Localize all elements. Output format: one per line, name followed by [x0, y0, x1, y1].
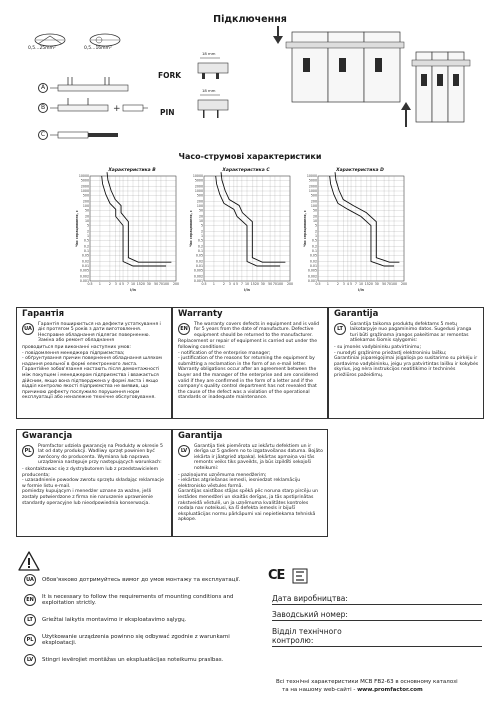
- x-tick-label: 20: [368, 282, 373, 286]
- x-tick-label: 70: [386, 282, 391, 286]
- footer-line1: Всі технічні характеристики MCB FB2-63 в основному каталозі: [276, 679, 458, 685]
- y-tick-label: 500: [310, 193, 317, 198]
- y-tick-label: 10: [84, 219, 89, 223]
- x-tick-label: 15: [136, 282, 141, 286]
- x-axis-label: I/In: [358, 288, 364, 292]
- x-tick-label: 70: [272, 282, 277, 286]
- y-tick-label: 10: [198, 219, 203, 223]
- warning-ua-text: Обов'язково дотримуйтесь вимог до умов монтажу та експлуатації.: [42, 577, 241, 583]
- y-tick-label: 100: [310, 204, 317, 208]
- y-tick-label: 0.1: [83, 249, 89, 253]
- x-tick-label: 1: [212, 282, 215, 286]
- y-tick-label: 0.001: [307, 279, 317, 283]
- footer-site-link[interactable]: www.promfactor.com: [357, 687, 423, 693]
- wire-icon-2: [85, 30, 125, 58]
- y-tick-label: 5000: [80, 178, 89, 183]
- x-tick-label: 1: [326, 282, 329, 286]
- x-tick-label: 20: [140, 282, 145, 286]
- x-tick-label: 50: [154, 282, 159, 286]
- y-tick-label: 100: [82, 204, 89, 208]
- warning-lt-text: Griežtai laikytis montavimo ir eksploatavimo sąlygų.: [42, 617, 187, 623]
- y-tick-label: 20: [198, 214, 203, 219]
- y-tick-label: 2: [314, 229, 317, 234]
- y-tick-label: 0.01: [81, 264, 89, 268]
- warranty-pl-title: Gwarancja: [22, 431, 73, 441]
- x-tick-label: 15: [250, 282, 255, 286]
- x-tick-label: 4: [346, 282, 349, 286]
- x-tick-label: 70: [158, 282, 163, 286]
- x-tick-label: 4: [232, 282, 235, 286]
- warranty-lt-body: - su įmonės vadybininku patvirtinimu; - nurodyti grąžinimo priežastį elektroniniu laišku; Garantiniai įsipareigojimai įsigalioja po susitarimo su pirkėju ir pardavimo vadybininku, jeigu yra patvirtintas laišku ir kokybės skyrius, jog nėra instrukcijos neatitikimo ir techninės priežiūros pažeidimų.: [334, 344, 479, 378]
- y-tick-label: 5000: [194, 178, 203, 183]
- eac-mark-icon: [292, 568, 308, 584]
- pin-dim: 18 mm: [202, 88, 216, 93]
- y-tick-label: 10000: [192, 174, 203, 178]
- y-tick-label: 0.001: [193, 279, 203, 283]
- warranty-ua-lead: Гарантія поширюється на дефекти устаткування і діє протягом 5 років з дати виготовлення. Несправне обладнання підлягає поверненню. Заміна або ремонт обладнання: [38, 321, 161, 344]
- warning-lv-text: Stingri ievērojiet montāžas un ekspluatācijas noteikumu prasības.: [42, 657, 224, 663]
- y-tick-label: 0.05: [195, 253, 203, 258]
- serial-number-line: [272, 620, 482, 621]
- y-tick-label: 1000: [194, 189, 203, 193]
- y-axis-label: Час спрацювання, с: [189, 210, 193, 247]
- x-tick-label: 10: [244, 282, 250, 286]
- y-tick-label: 50: [312, 208, 317, 213]
- y-tick-label: 10000: [78, 174, 89, 178]
- warranty-lv: [172, 429, 328, 537]
- y-tick-label: 200: [196, 199, 203, 204]
- y-tick-label: 0.2: [83, 244, 89, 249]
- warranty-lv-body: - paziņojums uzņēmuma menedžerim; - iekārtas atgriešanas iemesli, iesniedzot reklamāciju elektronisko vēstules formā. Garantijas saistības stājas spēkā pēc noruna starp pircēju un iestādes menedžeri un skaitās derīgas, ja tās apstiprinātas rakstveidā vēstulē, un ja uzņēmuma kvalitātes kontroles nodaļa nav noteikusi, ka šī defekta iemesls ir bijušī ekspluatācijas normu pārkāpumi vai nepietiekama tehniskā apkope.: [178, 472, 319, 523]
- warranty-en: [172, 307, 328, 419]
- ua-badge: UA: [22, 323, 34, 335]
- warranty-pl: [16, 429, 172, 537]
- footer-line2: [282, 687, 423, 693]
- x-tick-label: 100: [277, 282, 284, 286]
- y-tick-label: 10: [312, 219, 317, 223]
- warning-en-badge: EN: [24, 594, 36, 606]
- connection-title: Підключення: [213, 14, 287, 25]
- x-tick-label: 100: [391, 282, 398, 286]
- x-axis-label: I/In: [244, 288, 250, 292]
- wire-icon-1: [30, 30, 70, 58]
- qc-label: Відділ технічного контролю:: [272, 627, 342, 645]
- y-tick-label: 0.01: [309, 264, 317, 268]
- warranty-lt: [328, 307, 484, 419]
- y-tick-label: 1: [200, 234, 203, 238]
- lt-badge: LT: [334, 323, 346, 335]
- y-tick-label: 0.05: [309, 253, 317, 258]
- x-tick-label: 0.5: [201, 282, 207, 286]
- warranty-lv-title: Garantija: [178, 431, 223, 441]
- y-tick-label: 20: [84, 214, 89, 219]
- x-tick-label: 5: [350, 282, 353, 286]
- y-tick-label: 1000: [80, 189, 89, 193]
- breaker-illustration: [266, 22, 476, 137]
- x-tick-label: 0.5: [315, 282, 321, 286]
- y-tick-label: 0.002: [79, 274, 89, 279]
- x-tick-label: 1: [98, 282, 101, 286]
- y-tick-label: 5: [314, 223, 317, 228]
- y-tick-label: 2: [200, 229, 203, 234]
- y-axis-label: Час спрацювання, с: [75, 210, 79, 247]
- y-tick-label: 0.2: [311, 244, 317, 249]
- x-tick-label: 30: [374, 282, 379, 286]
- y-tick-label: 50: [198, 208, 203, 213]
- warranty-en-title: Warranty: [178, 309, 223, 319]
- chart-d-title: Характеристика D: [336, 168, 384, 173]
- warnings-list: [24, 574, 264, 674]
- y-tick-label: 5000: [308, 178, 317, 183]
- trip-curve-upper-line: [335, 172, 399, 262]
- footer-text: та на нашому web-сайті -: [282, 687, 358, 693]
- row-a-label: A: [38, 83, 48, 93]
- pl-badge: PL: [22, 445, 34, 457]
- y-tick-label: 100: [196, 204, 203, 208]
- warning-pl-badge: PL: [24, 634, 36, 646]
- x-tick-label: 7: [126, 282, 129, 286]
- y-tick-label: 0.02: [195, 259, 203, 264]
- x-tick-label: 7: [240, 282, 243, 286]
- y-tick-label: 0.002: [307, 274, 317, 279]
- chart-d: [302, 172, 412, 297]
- x-tick-label: 10: [130, 282, 136, 286]
- lv-badge: LV: [178, 445, 190, 457]
- warning-lv: [24, 654, 264, 666]
- warning-pl: [24, 634, 264, 646]
- fork-dim: 18 mm: [202, 51, 216, 56]
- warning-en-text: It is necessary to follow the requirements of mounting conditions and exploitation strictly.: [42, 594, 234, 606]
- curves-title: Часо-струмові характеристики: [178, 152, 322, 161]
- row-b-label: B: [38, 103, 48, 113]
- x-tick-label: 3: [342, 282, 345, 286]
- warning-lt-badge: LT: [24, 614, 36, 626]
- y-tick-label: 10000: [306, 174, 317, 178]
- x-tick-label: 20: [254, 282, 259, 286]
- y-tick-label: 2000: [80, 184, 89, 189]
- warranty-lt-lead: Garantija taikoma produktų defektams 5 metų laikotarpyje nuo pagaminimo datos. Sugedusi įranga turi būti grąžinama įrangos pakeitimas ar remontas atliekamas šiomis sąlygomis:: [350, 321, 472, 344]
- y-tick-label: 5: [200, 223, 203, 228]
- x-tick-label: 30: [146, 282, 151, 286]
- warranty-pl-lead: Promfactor udziela gwarancję na Produkty w okresie 5 lat od daty produkcji. Wadliwy sprzęt powinien być zwrócony do producenta. Wymiana lub naprawa urządzenia następuje przy następujących warunkach:: [38, 443, 163, 466]
- y-tick-label: 0.5: [197, 238, 203, 243]
- y-tick-label: 2: [86, 229, 89, 234]
- y-tick-label: 0.05: [81, 253, 89, 258]
- trip-curve-upper-line: [221, 172, 285, 262]
- y-tick-label: 0.1: [311, 249, 317, 253]
- warning-en: [24, 594, 264, 606]
- y-tick-label: 20: [312, 214, 317, 219]
- y-tick-label: 500: [82, 193, 89, 198]
- y-tick-label: 50: [84, 208, 89, 213]
- warranty-en-lead: The warranty covers defects in equipment and is valid for 5 years from the date of manufacture. Defective equipment should be returned to the manufacturer.: [194, 321, 320, 338]
- x-tick-label: 10: [358, 282, 364, 286]
- y-tick-label: 0.1: [197, 249, 203, 253]
- x-tick-label: 2: [108, 282, 111, 286]
- qc-line: [272, 646, 482, 647]
- chart-b-title: Характеристика B: [108, 168, 156, 173]
- y-tick-label: 200: [310, 199, 317, 204]
- warranty-lv-lead: Garantija tiek piemērota uz iekārtu defektiem un ir derīga uz 5 gadiem no to izgatavošanas datuma. Bojāto iekārta ir jāatgriež atpakaļ. Iekārtas apmaiņa vai tās remonts veiks tiks paveikts, ja būs izpildīti sekojoši noteikumi:: [194, 443, 323, 471]
- chart-b: [74, 172, 184, 297]
- y-tick-label: 1: [86, 234, 89, 238]
- x-tick-label: 3: [114, 282, 117, 286]
- row-c-label: C: [38, 130, 48, 140]
- y-tick-label: 0.02: [309, 259, 317, 264]
- y-tick-label: 5: [86, 223, 89, 228]
- en-badge: EN: [178, 323, 190, 335]
- wire1-label: 0,5...25mm²: [28, 46, 56, 51]
- x-tick-label: 7: [354, 282, 357, 286]
- ce-mark: CE: [268, 568, 285, 583]
- production-date-label: Дата виробництва:: [272, 594, 348, 603]
- x-tick-label: 50: [268, 282, 273, 286]
- production-date-line: [272, 604, 482, 605]
- y-tick-label: 0.005: [193, 268, 203, 273]
- x-tick-label: 200: [400, 282, 408, 286]
- y-axis-label: Час спрацювання, с: [303, 210, 307, 247]
- x-tick-label: 5: [122, 282, 125, 286]
- y-tick-label: 500: [196, 193, 203, 198]
- x-axis-label: I/In: [130, 288, 136, 292]
- warranty-ua-body: проводиться при виконанні наступних умов: - повідомлення менеджера підприємства; - обґрунтування причин повернення обладнання шляхом надання реальної в формі електронного листа. Гарантійне зобов'язання настають після демонтажності між покупцем і менеджером підприємства і вважається дійсним, якщо вона підтверджена у формі листа і якщо відділ контролю якості підприємства не виявив, що причиною дефекту послужило порушення норм експлуатації або неналежне технічне обслуговування.: [22, 344, 162, 401]
- y-tick-label: 0.02: [81, 259, 89, 264]
- x-tick-label: 3: [228, 282, 231, 286]
- y-tick-label: 0.005: [307, 268, 317, 273]
- chart-c-title: Характеристика C: [222, 168, 270, 173]
- warning-pl-text: Użytkowanie urządzenia powinno się odbywać zgodnie z warunkami eksploatacji.: [42, 634, 230, 646]
- x-tick-label: 30: [260, 282, 265, 286]
- busbar-diagram: [190, 55, 235, 125]
- warranty-ua: [16, 307, 172, 419]
- y-tick-label: 2000: [194, 184, 203, 189]
- warranty-lt-title: Garantija: [334, 309, 379, 319]
- connection-diagram: [50, 72, 210, 147]
- y-tick-label: 0.001: [79, 279, 89, 283]
- fork-label: FORK: [158, 71, 182, 80]
- x-tick-label: 2: [336, 282, 339, 286]
- warning-ua: [24, 574, 264, 586]
- x-tick-label: 0.5: [87, 282, 93, 286]
- serial-number-label: Заводський номер:: [272, 610, 348, 619]
- y-tick-label: 0.01: [195, 264, 203, 268]
- pin-label: PIN: [160, 108, 175, 117]
- warranty-en-body: Replacement or repair of equipment is carried out under the following conditions: - notification of the enterprise manager; - justification of the reasons for returning the equipment by submitting a reclamation in the form of an e-mail letter. Warranty obligations occur after an agreement between the buyer and the manager of the enterprise and are considered valid if they are confirmed in the form of a letter and if the company's quality control department has not revealed that the cause of the defect was a violation of the operational standards or inadequate maintenance.: [178, 339, 319, 401]
- y-tick-label: 0.002: [193, 274, 203, 279]
- x-tick-label: 4: [118, 282, 121, 286]
- warranty-ua-title: Гарантія: [22, 309, 65, 319]
- y-tick-label: 1: [314, 234, 317, 238]
- y-tick-label: 0.2: [197, 244, 203, 249]
- wire2-label: 0,5...16mm²: [84, 46, 112, 51]
- warning-lt: [24, 614, 264, 626]
- chart-c: [188, 172, 298, 297]
- warning-lv-badge: LV: [24, 654, 36, 666]
- x-tick-label: 5: [236, 282, 239, 286]
- x-tick-label: 50: [382, 282, 387, 286]
- y-tick-label: 1000: [308, 189, 317, 193]
- x-tick-label: 15: [364, 282, 369, 286]
- x-tick-label: 200: [286, 282, 294, 286]
- svg-text:+: +: [113, 104, 121, 114]
- warranty-pl-body: - skontaktowac się z dystrybutorem lub z przedstawicielem producenta; - uzasadnienie powodow zwrotu sprzętu składając reklamacje w formie listu e-mail. pomiedzy kupującym i menedżer uznane za ważne, jeśli zostały potwierdzone z firma nie naruszenie uprawnienie standardy operacyjne lub nieodpowiednia konserwacja.: [22, 466, 164, 506]
- y-tick-label: 2000: [308, 184, 317, 189]
- y-tick-label: 0.5: [83, 238, 89, 243]
- x-tick-label: 100: [163, 282, 170, 286]
- y-tick-label: 200: [82, 199, 89, 204]
- x-tick-label: 2: [222, 282, 225, 286]
- y-tick-label: 0.005: [79, 268, 89, 273]
- x-tick-label: 200: [172, 282, 180, 286]
- y-tick-label: 0.5: [311, 238, 317, 243]
- warning-ua-badge: UA: [24, 574, 36, 586]
- warning-triangle-icon: [18, 551, 40, 571]
